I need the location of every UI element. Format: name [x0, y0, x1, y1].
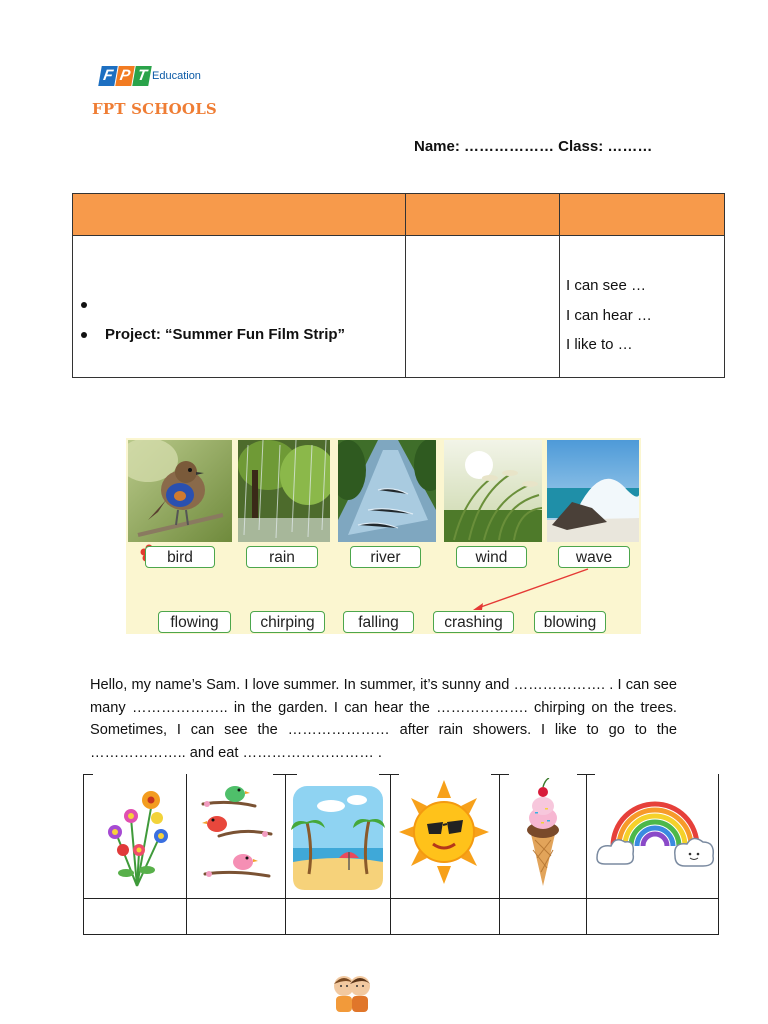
name-class-line: Name: ……………… Class: ………	[414, 138, 653, 155]
fpt-badge	[100, 66, 151, 86]
table-row-divider	[83, 898, 719, 899]
rainbow-image	[593, 778, 717, 896]
word-chirping[interactable]: chirping	[250, 611, 325, 633]
word-blowing[interactable]: blowing	[534, 611, 606, 633]
sentence-frame-like: I like to …	[566, 336, 633, 353]
table-bottom-border	[83, 934, 719, 935]
word-rain[interactable]: rain	[246, 546, 318, 568]
word-wind[interactable]: wind	[456, 546, 527, 568]
badge-letter-p: P	[115, 66, 135, 86]
sun-with-sunglasses-image	[399, 778, 489, 896]
kids-mascot-icon	[330, 972, 374, 1014]
sentence-frame-see: I can see …	[566, 277, 647, 294]
table-divider	[499, 774, 500, 935]
table-divider	[718, 774, 719, 935]
table-divider	[405, 194, 406, 377]
beach-image	[291, 778, 385, 896]
table-divider	[559, 194, 560, 377]
bullet-icon	[81, 302, 87, 308]
word-crashing[interactable]: crashing	[433, 611, 514, 633]
badge-letter-f: F	[98, 66, 118, 86]
lesson-table-header	[73, 194, 724, 236]
ice-cream-image	[515, 778, 571, 896]
word-bird[interactable]: bird	[145, 546, 215, 568]
table-divider	[285, 774, 286, 935]
table-corner	[491, 774, 509, 775]
table-divider	[390, 774, 391, 935]
table-corner	[379, 774, 399, 775]
project-title: Project: “Summer Fun Film Strip”	[105, 326, 346, 343]
education-label: Education	[152, 70, 201, 82]
word-falling[interactable]: falling	[343, 611, 414, 633]
sentence-frame-hear: I can hear …	[566, 306, 652, 324]
table-divider	[586, 774, 587, 935]
example-match-arrow	[126, 438, 641, 634]
birds-on-branches-image	[199, 778, 275, 896]
objectives-list	[81, 290, 345, 350]
schools-label: FPT SCHOOLS	[92, 100, 217, 118]
picture-answer-table	[83, 774, 719, 935]
word-wave[interactable]: wave	[558, 546, 630, 568]
table-divider	[83, 774, 84, 935]
list-item	[81, 320, 345, 350]
table-corner	[83, 774, 93, 775]
matching-activity	[126, 438, 641, 634]
bullet-icon	[81, 332, 87, 338]
word-river[interactable]: river	[350, 546, 421, 568]
cloze-paragraph: Hello, my name’s Sam. I love summer. In summer, it’s sunny and ………………. . I can see many ……………….. in the garden. I can hear the ………………. chirping on the trees. Sometimes, I can see the ………………… after rain showers. I like to go to the ……………….. and eat ……………………… .	[90, 677, 677, 761]
fpt-logo	[92, 62, 226, 122]
table-divider	[186, 774, 187, 935]
lesson-table	[72, 193, 725, 378]
flowers-image	[101, 778, 173, 896]
badge-letter-t: T	[132, 66, 152, 86]
sentence-frames	[566, 274, 652, 363]
table-corner	[577, 774, 595, 775]
list-item	[81, 290, 345, 320]
word-flowing[interactable]: flowing	[158, 611, 231, 633]
table-corner	[273, 774, 297, 775]
